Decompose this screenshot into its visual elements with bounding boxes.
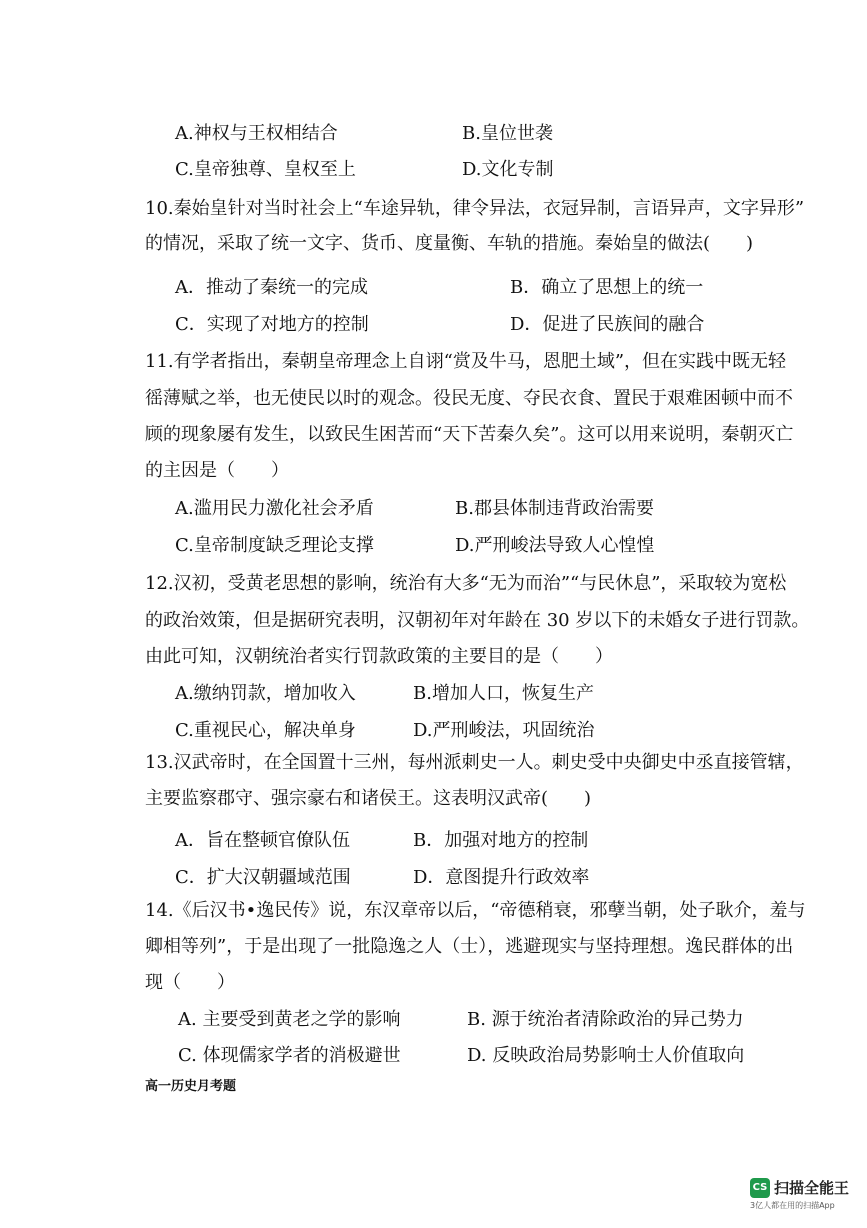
q13-option-b: B．加强对地方的控制 <box>413 830 589 851</box>
q13-stem-line2: 主要监察郡守、强宗豪右和诸侯王。这表明汉武帝( ) <box>145 788 592 809</box>
q12-stem-line1: 12.汉初，受黄老思想的影响，统治有大多“无为而治”“与民休息”，采取较为宽松 <box>145 573 787 594</box>
q10-stem-line2: 的情况，采取了统一文字、货币、度量衡、车轨的措施。秦始皇的做法( ) <box>145 233 754 254</box>
watermark-brand: 扫描全能王 <box>774 1179 850 1197</box>
q11-option-c: C.皇帝制度缺乏理论支撑 <box>175 535 374 556</box>
q9-option-a: A.神权与王权相结合 <box>175 123 338 144</box>
q9-option-c: C.皇帝独尊、皇权至上 <box>175 159 356 180</box>
q9-option-b: B.皇位世袭 <box>462 123 553 144</box>
q11-stem-line4: 的主因是（ ） <box>145 460 289 481</box>
q9-option-d: D.文化专制 <box>462 159 554 180</box>
q11-option-d: D.严刑峻法导致人心惶惶 <box>455 535 655 556</box>
scanner-watermark <box>750 1178 867 1228</box>
q14-stem-line3: 现（ ） <box>145 972 235 993</box>
q12-option-c: C.重视民心，解决单身 <box>175 720 356 741</box>
q14-stem-line1: 14.《后汉书•逸民传》说，东汉章帝以后，“帝德稍衰，邪孽当朝，处子耿介，羞与 <box>145 900 806 921</box>
page-footer: 高一历史月考题 <box>145 1079 237 1094</box>
q14-option-a: A. 主要受到黄老之学的影响 <box>178 1009 401 1030</box>
q11-stem-line1: 11.有学者指出，秦朝皇帝理念上自诩“赏及牛马，恩肥土域”，但在实践中既无轻 <box>145 351 787 372</box>
watermark-tagline: 3亿人都在用的扫描App <box>750 1201 835 1210</box>
q10-option-d: D．促进了民族间的融合 <box>510 314 705 335</box>
q11-option-a: A.滥用民力激化社会矛盾 <box>175 498 374 519</box>
q14-option-c: C. 体现儒家学者的消极避世 <box>178 1045 401 1066</box>
q12-stem-line3: 由此可知，汉朝统治者实行罚款政策的主要目的是（ ） <box>145 646 613 667</box>
camscanner-logo-icon: CS <box>750 1178 770 1198</box>
q11-stem-line3: 顾的现象屡有发生，以致民生困苦而“天下苦秦久矣”。这可以用来说明，秦朝灭亡 <box>145 424 794 445</box>
q12-stem-line2: 的政治效策，但是据研究表明，汉朝初年对年龄在 30 岁以下的未婚女子进行罚款。 <box>145 610 810 631</box>
q13-option-d: D．意图提升行政效率 <box>413 867 590 888</box>
q12-option-d: D.严刑峻法，巩固统治 <box>413 720 595 741</box>
q12-option-a: A.缴纳罚款，增加收入 <box>175 683 356 704</box>
q12-option-b: B.增加人口，恢复生产 <box>413 683 594 704</box>
q10-option-a: A．推动了秦统一的完成 <box>175 277 368 298</box>
q10-stem-line1: 10.秦始皇针对当时社会上“车途异轨，律令异法，衣冠异制，言语异声，文字异形” <box>145 198 805 219</box>
q14-option-d: D. 反映政治局势影响士人价值取向 <box>467 1045 745 1066</box>
q10-option-c: C．实现了对地方的控制 <box>175 314 369 335</box>
q10-option-b: B．确立了思想上的统一 <box>510 277 704 298</box>
q11-option-b: B.郡县体制违背政治需要 <box>455 498 654 519</box>
q11-stem-line2: 徭薄赋之举，也无使民以时的观念。役民无度、夺民衣食、置民于艰难困顿中而不 <box>145 388 793 409</box>
q13-option-c: C．扩大汉朝疆域范围 <box>175 867 351 888</box>
q14-option-b: B. 源于统治者清除政治的异己势力 <box>467 1009 744 1030</box>
q13-stem-line1: 13.汉武帝时，在全国置十三州，每州派刺史一人。刺史受中央御史中丞直接管辖， <box>145 752 804 773</box>
q14-stem-line2: 卿相等列”，于是出现了一批隐逸之人（士），逃避现实与坚持理想。逸民群体的出 <box>145 936 794 957</box>
q13-option-a: A．旨在整顿官僚队伍 <box>175 830 350 851</box>
